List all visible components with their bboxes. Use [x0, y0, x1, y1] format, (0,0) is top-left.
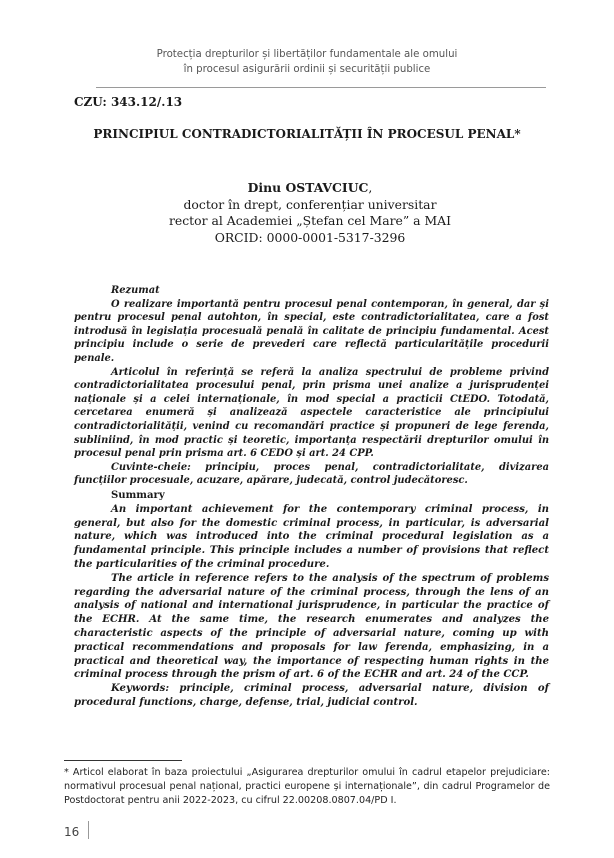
author-block	[140, 180, 480, 246]
author-name: Dinu OSTAVCIUC	[247, 180, 369, 195]
footnote-divider	[64, 760, 182, 761]
running-head-line-1: Protecția drepturilor și libertăților fundamentale ale omului	[156, 49, 458, 60]
page-number: 16	[64, 825, 80, 839]
footnote-text: * Articol elaborat în baza proiectului „Asigurarea drepturilor omului în cadrul etapelor prejudiciare: normativul procesual penal național, practici europene și internaționale”, din cadrul Programelor de Postdoctorat pentru anii 2022-2023, cu cifrul 22.00208.0807.04/PD I.	[64, 767, 550, 806]
article-title: PRINCIPIUL CONTRADICTORIALITĂȚII ÎN PROCESUL PENAL*	[93, 127, 521, 141]
summary-section	[74, 489, 549, 710]
rezumat-keywords: Cuvinte-cheie: principiu, proces penal, contradictorialitate, divizarea funcțiilor procesuale, acuzare, apărare, judecată, control judecătoresc.	[74, 461, 549, 487]
rezumat-heading: Rezumat	[111, 285, 160, 296]
czu-code: CZU: 343.12/.13	[74, 95, 183, 109]
summary-paragraph-2: The article in reference refers to the analysis of the spectrum of problems regarding the adversarial nature of the criminal process, through the lens of an analysis of national and international jurisprudence, in particular the practice of the ECHR. At the same time, the research enumerates and analyzes the characteristic aspects of the principle of adversarial nature, coming up with practical recommendations and proposals for law ferenda, emphasizing, in a practical and theoretical way, the importance of respecting human rights in the criminal process through the prism of art. 6 of the ECHR and art. 24 of the CCP.	[74, 572, 549, 681]
author-degree: doctor în drept, conferențiar universitar	[183, 196, 437, 212]
summary-keywords: Keywords: principle, criminal process, adversarial nature, division of procedural functions, charge, defense, trial, judicial control.	[74, 683, 549, 708]
running-head-line-2: în procesul asigurării ordinii și securității publice	[183, 64, 431, 75]
author-affiliation: rector al Academiei „Ștefan cel Mare” a MAI	[168, 213, 451, 228]
rezumat-section	[74, 284, 549, 488]
summary-heading: Summary	[111, 490, 165, 501]
rezumat-paragraph-1: O realizare importantă pentru procesul penal contemporan, în general, dar și pentru procesul penal autohton, în special, este contradictorialitatea, care a fost introdusă în legislația procesuală penală în calitate de principiu fundamental. Acest principiu include o serie de prevederi care reflectă particularitățile procedurii penale.	[74, 298, 549, 364]
author-orcid: ORCID: 0000-0001-5317-3296	[214, 229, 406, 245]
summary-paragraph-1: An important achievement for the contemporary criminal process, in general, but also for the domestic criminal process, in particular, is adversarial nature, which was introduced into the criminal procedural legislation as a fundamental principle. This principle includes a number of provisions that reflect the particularities of the criminal procedure.	[74, 503, 549, 570]
page-number-divider	[88, 821, 89, 839]
header-divider	[96, 87, 546, 88]
author-name-suffix: ,	[368, 180, 373, 195]
author-name-line	[140, 180, 480, 197]
running-head	[0, 47, 614, 77]
rezumat-paragraph-2: Articolul în referință se referă la analiza spectrului de probleme privind contradictorialitatea procesului penal, prin prisma unei analize a jurisprudenței naționale și a celei internaționale, în mod special a practicii CtEDO. Totodată, cercetarea enumeră și analizează aspectele caracteristice ale principiului contradictorialității, venind cu recomandări practice și propuneri de lege ferenda, subliniind, în mod practic și teoretic, importanța respectării drepturilor omului în procesul penal prin prisma art. 6 CEDO și art. 24 CPP.	[74, 366, 549, 460]
footnote	[64, 766, 550, 807]
